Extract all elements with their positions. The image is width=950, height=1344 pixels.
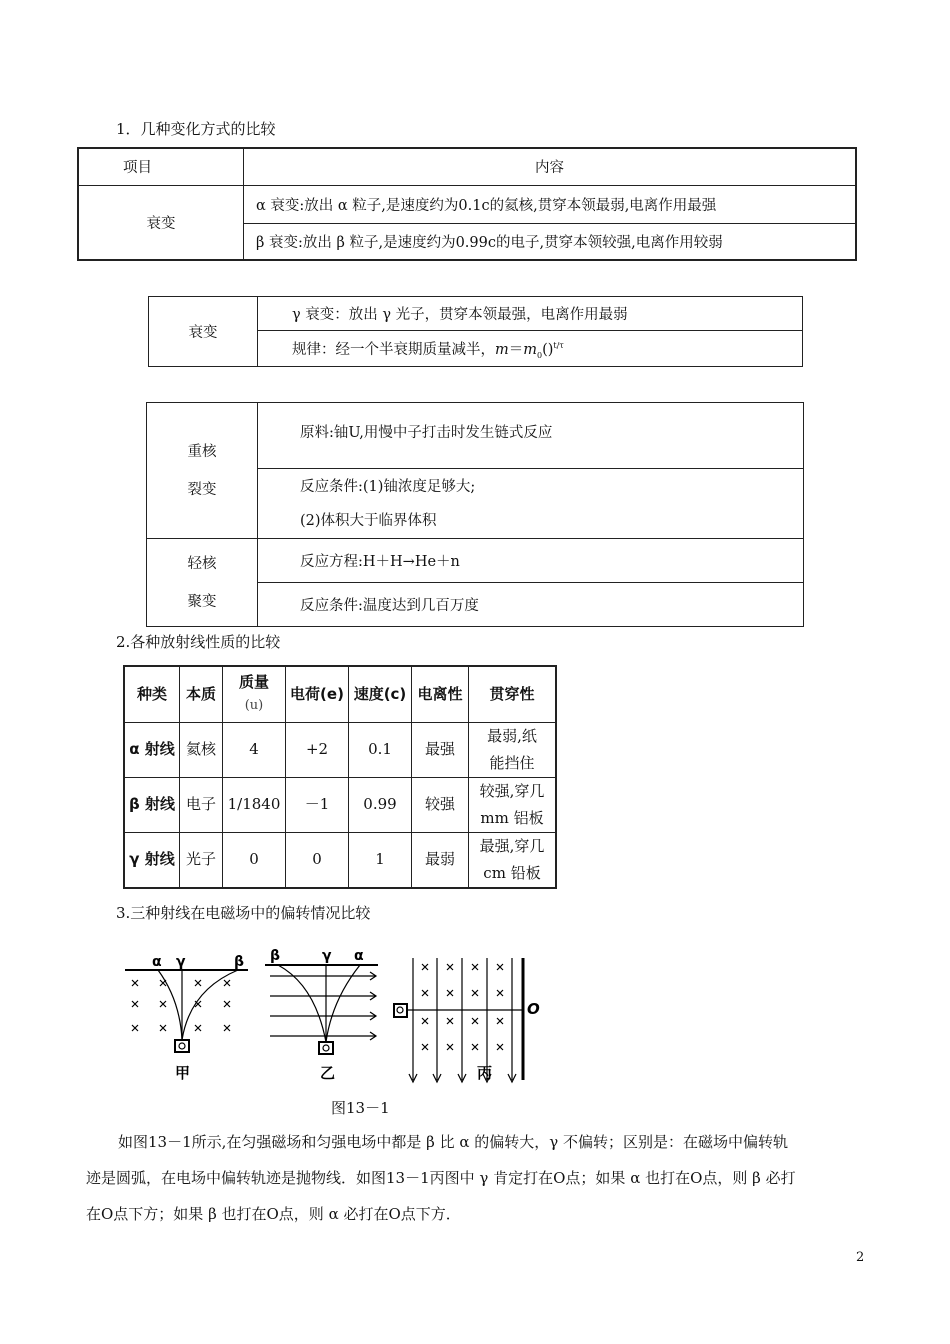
row-penetration-1: 较强,穿几 — [479, 781, 545, 800]
rule-paren: () — [542, 341, 554, 358]
jia-gamma-label: γ — [176, 954, 186, 970]
fission-condition — [258, 469, 804, 539]
col-mass-label: 质量 — [238, 673, 269, 692]
row-charge: －1 — [286, 777, 349, 832]
row-nature: 电子 — [180, 777, 223, 832]
row-mass: 1/1840 — [223, 777, 286, 832]
row-mass: 4 — [223, 722, 286, 777]
fission-cond-1: 反应条件:(1)铀浓度足够大; — [300, 478, 476, 495]
row-speed: 1 — [349, 832, 412, 888]
col-ionization: 电离性 — [412, 666, 469, 722]
radiation-table — [123, 665, 557, 889]
row-charge: 0 — [286, 832, 349, 888]
row-penetration-1: 最弱,纸 — [487, 726, 537, 745]
row-penetration-2: mm 铝板 — [480, 808, 544, 827]
bing-label: 丙 — [477, 1064, 493, 1082]
fusion-condition: 反应条件:温度达到几百万度 — [258, 583, 804, 627]
row-speed: 0.1 — [349, 722, 412, 777]
fission-material: 原料:铀U,用慢中子打击时发生链式反应 — [258, 403, 804, 469]
half-life-rule — [258, 331, 803, 367]
table-row — [124, 832, 556, 888]
para-line-3: 在O点下方；如果 β 也打在O点，则 α 必打在O点下方． — [86, 1205, 461, 1223]
explanation-paragraph-cont — [86, 1160, 876, 1232]
header-content: 内容 — [244, 148, 857, 185]
row-kind: α 射线 — [124, 722, 180, 777]
yi-beta-label: β — [270, 948, 281, 964]
decay-label: 衰变 — [78, 185, 244, 260]
row-penetration-2: 能挡住 — [489, 753, 535, 772]
section2-heading: 2.各种放射线性质的比较 — [116, 633, 281, 651]
yi-label: 乙 — [320, 1064, 336, 1082]
fusion-label-1: 轻核 — [187, 555, 217, 572]
beta-decay-row: β 衰变:放出 β 粒子,是速度约为0.99c的电子,贯穿本领较强,电离作用较弱 — [244, 223, 857, 260]
row-kind: γ 射线 — [124, 832, 180, 888]
col-nature: 本质 — [180, 666, 223, 722]
col-speed: 速度(c) — [349, 666, 412, 722]
deflection-figure — [120, 940, 550, 1090]
header-item: 项目 — [78, 148, 244, 185]
fusion-label — [147, 539, 258, 627]
gamma-decay-label: 衰变 — [149, 297, 258, 367]
row-charge: +2 — [286, 722, 349, 777]
gamma-table — [148, 296, 803, 367]
yi-gamma-label: γ — [322, 948, 332, 964]
col-mass — [223, 666, 286, 722]
table-row — [124, 722, 556, 777]
page-number: 2 — [856, 1250, 865, 1265]
fission-fusion-table — [146, 402, 804, 627]
row-penetration-2: cm 铅板 — [483, 863, 541, 882]
para-line-1: 如图13－1所示,在匀强磁场和匀强电场中都是 β 比 α 的偏转大，γ 不偏转；区别是：在磁场中偏转轨 — [118, 1133, 789, 1151]
gamma-decay-row: γ 衰变：放出 γ 光子，贯穿本领最强，电离作用最弱 — [258, 297, 803, 331]
row-penetration-1: 最强,穿几 — [479, 836, 545, 855]
bing-O-label: O — [527, 1000, 540, 1018]
yi-alpha-label: α — [354, 948, 364, 964]
para-line-2: 迹是圆弧，在电场中偏转轨迹是抛物线．如图13－1丙图中 γ 肯定打在O点；如果 α 也打在O点，则 β 必打 — [86, 1169, 796, 1187]
section1-heading: 1．几种变化方式的比较 — [116, 120, 276, 138]
fission-cond-2: (2)体积大于临界体积 — [300, 512, 437, 529]
row-kind: β 射线 — [124, 777, 180, 832]
rule-m: m — [495, 341, 509, 358]
jia-alpha-label: α — [152, 954, 162, 970]
row-penetration — [469, 832, 557, 888]
rule-exp: t/τ — [553, 340, 564, 350]
rule-prefix: 规律：经一个半衰期质量减半， — [292, 341, 495, 358]
explanation-paragraph — [118, 1124, 878, 1160]
fusion-label-2: 聚变 — [187, 593, 217, 610]
fission-label-1: 重核 — [187, 443, 217, 460]
row-nature: 光子 — [180, 832, 223, 888]
row-ionization: 最强 — [412, 722, 469, 777]
row-speed: 0.99 — [349, 777, 412, 832]
figure-yi — [265, 965, 378, 1054]
figure-bing — [394, 958, 523, 1082]
row-nature: 氦核 — [180, 722, 223, 777]
row-ionization: 最弱 — [412, 832, 469, 888]
fission-label-2: 裂变 — [187, 481, 217, 498]
figure-caption: 图13－1 — [331, 1099, 390, 1117]
col-penetration: 贯穿性 — [469, 666, 557, 722]
row-penetration — [469, 777, 557, 832]
jia-beta-label: β — [234, 954, 245, 970]
alpha-decay-row: α 衰变:放出 α 粒子,是速度约为0.1c的氦核,贯穿本领最弱,电离作用最强 — [244, 185, 857, 223]
col-kind: 种类 — [124, 666, 180, 722]
figure-jia — [125, 970, 248, 1052]
rule-m0: m — [523, 341, 537, 358]
table-row — [124, 777, 556, 832]
decay-table — [77, 147, 857, 261]
col-charge: 电荷(e) — [286, 666, 349, 722]
row-penetration — [469, 722, 557, 777]
rule-sub: 0 — [537, 350, 543, 360]
fission-label — [147, 403, 258, 539]
magnetic-field-crosses — [132, 980, 230, 1031]
col-mass-unit: (u) — [244, 698, 264, 714]
row-ionization: 较强 — [412, 777, 469, 832]
rule-eq: ＝ — [508, 341, 524, 358]
fusion-equation: 反应方程:H＋H→He＋n — [258, 539, 804, 583]
row-mass: 0 — [223, 832, 286, 888]
jia-label: 甲 — [175, 1064, 191, 1082]
section3-heading: 3.三种射线在电磁场中的偏转情况比较 — [116, 904, 371, 922]
